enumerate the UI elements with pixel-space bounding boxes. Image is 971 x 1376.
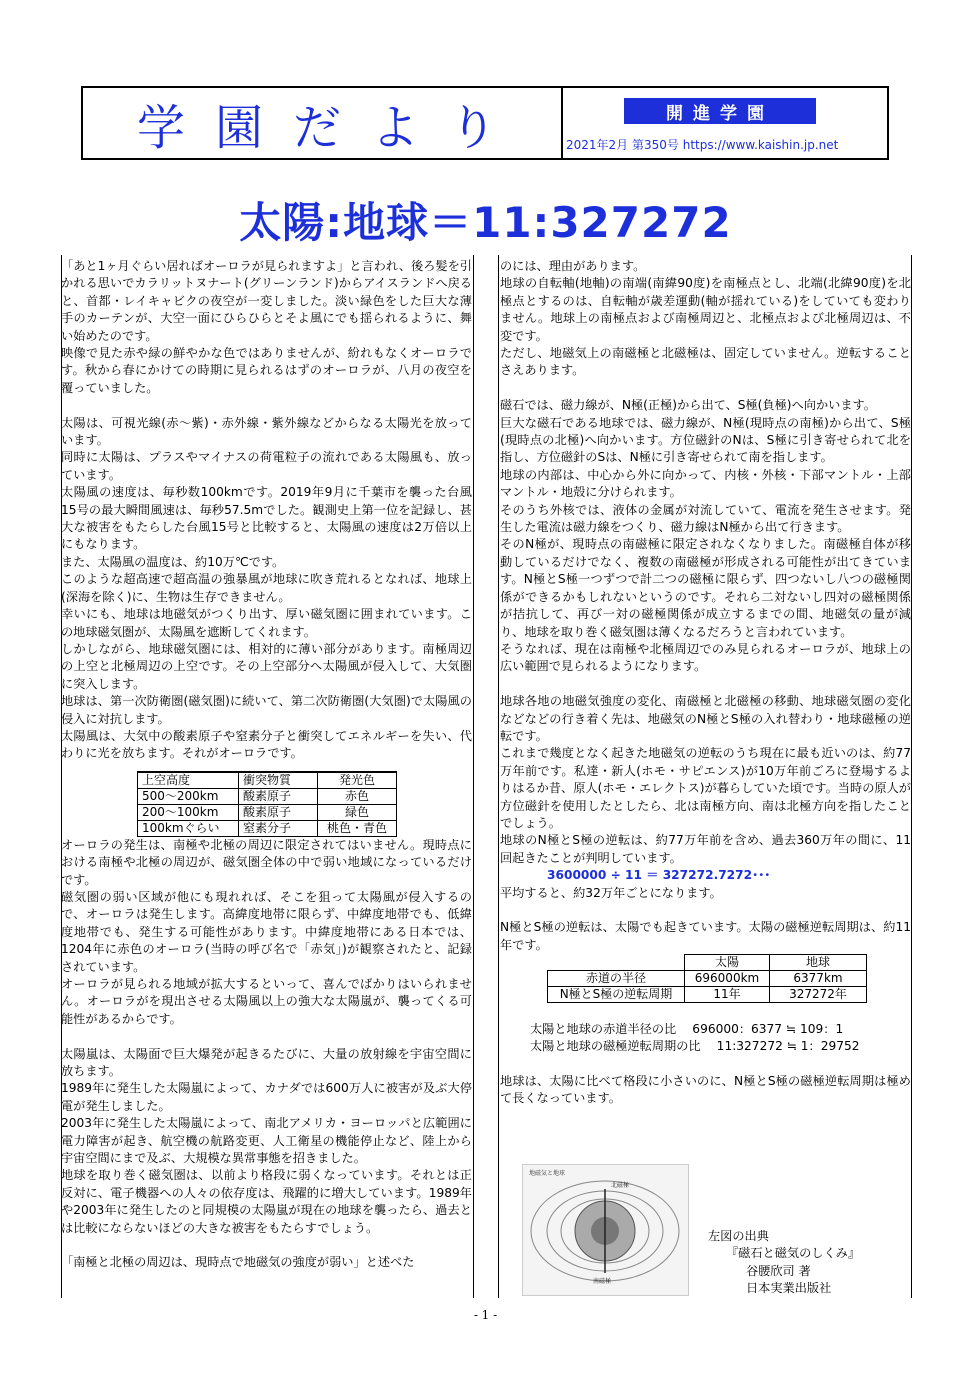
column-rule-mid-right — [498, 255, 499, 1298]
table-header: 衝突物質 — [239, 772, 318, 789]
figure-source — [708, 1228, 860, 1298]
paragraph: これまで幾度となく起きた地磁気の逆転のうち現在に最も近いのは、約77万年前です。私達・新人(ホモ・サピエンス)が10万年前ごろに登場するよりはるか昔、原人(ホモ・エレクトス)が暮らしていた頃です。当時の原人が方位磁針を使用したとしたら、北は南極方向、南は北極方向を指したことでしょう。 — [500, 746, 911, 830]
paragraph: オーロラの発生は、南極や北極の周辺に限定されてはいません。現時点における南極や北極の周辺が、磁気圏全体の中で弱い地域になっているだけです。 — [61, 837, 472, 887]
paragraph: 映像で見た赤や緑の鮮やかな色ではありませんが、紛れもなくオーロラです。秋から春にかけての時期に見られるはずのオーロラが、八月の夜空を覆っていました。 — [61, 346, 472, 395]
north-pole-label: 北磁極 — [611, 1182, 630, 1189]
table-cell: 327272年 — [770, 987, 867, 1003]
table-row — [548, 971, 867, 987]
column-rule-right — [911, 255, 912, 1298]
column-rule-mid-left — [473, 255, 474, 1298]
paragraph: 平均すると、約32万年ごとになります。 — [500, 885, 722, 900]
paragraph: 太陽嵐は、太陽面で巨大爆発が起きるたびに、大量の放射線を宇宙空間に放ちます。 — [61, 1046, 472, 1079]
source-book: 『磁石と磁気のしくみ』 — [726, 1246, 861, 1261]
ratio-period: 太陽と地球の磁極逆転周期の比 11:327272 ≒ 1：29752 — [530, 1039, 860, 1053]
source-line: 左図の出典 — [708, 1229, 769, 1243]
geomagnetism-figure — [522, 1164, 689, 1296]
paragraph: 地球は、第一次防衛圏(磁気圏)に続いて、第二次防衛圏(大気圏)で太陽風の侵入に対抗します。 — [61, 694, 472, 726]
paragraph: オーロラが見られる地域が拡大するといって、喜んでばかりはいられません。オーロラがを現出させる太陽風以上の強大な太陽嵐が、襲ってくる可能性があるからです。 — [61, 977, 472, 1026]
paragraph: また、太陽風の温度は、約10万℃です。 — [61, 554, 285, 569]
paragraph: そうなれば、現在は南極や北極周辺でのみ見られるオーロラが、地球上の広い範囲で見られるようになります。 — [500, 641, 911, 674]
school-name: 開進学園 — [624, 98, 816, 124]
ratio-radius: 太陽と地球の赤道半径の比 696000：6377 ≒ 109：1 — [530, 1021, 844, 1036]
table-cell: 赤色 — [318, 788, 397, 804]
masthead-divider — [561, 86, 563, 160]
headline: 太陽:地球＝11:327272 — [239, 198, 732, 247]
paragraph: そのN極が、現時点の南磁極に限定されなくなりました。南磁極自体が移動しているだけでなく、複数の南磁極が形成される可能性が出てきています。N極とS極一つずつで計二つの磁極に限らず、四つないし八つの磁極関係ができるかもしれないというのです。それら二対ないし四対の磁極関係が拮抗して、再び一対の磁極関係が成立するまでの間、地磁気の量が減り、地球を取り巻く磁気圏は薄くなるだろうと言われています。 — [500, 537, 911, 639]
paragraph: 地球各地の地磁気強度の変化、南磁極と北磁極の移動、地球磁気圏の変化などなどの行き着く先は、地磁気のN極とS極の入れ替わり・地球磁極の逆転です。 — [500, 694, 911, 743]
paragraph: 地球は、太陽に比べて格段に小さいのに、N極とS極の磁極逆転周期は極めて長くなっています。 — [500, 1073, 911, 1106]
paragraph: そのうち外核では、液体の金属が対流していて、電流を発生させます。発生した電流は磁力線をつくり、磁力線はN極から出て行きます。 — [500, 502, 911, 535]
paragraph: 1989年に発生した太陽嵐によって、カナダでは600万人に被害が及ぶ大停電が発生しました。 — [61, 1081, 472, 1113]
paragraph: 「あと1ヶ月ぐらい居ればオーロラが見られますよ」と言われ、後ろ髪を引かれる思いでカラリットヌナート(グリーンランド)からアイスランドへ戻ると、首都・レイキャビクの夜空が一変しました。淡い緑色をした巨大な薄手のカーテンが、大空一面にひらひらとそよ風にでも揺られるように、舞い始めたのです。 — [61, 259, 472, 343]
table-cell: 酸素原子 — [239, 804, 318, 820]
table-header-row — [548, 955, 867, 971]
paragraph: 幸いにも、地球は地磁気がつくり出す、厚い磁気圏に囲まれています。この地球磁気圏が、太陽風を遮断してくれます。 — [61, 607, 472, 639]
paragraph: 地球のN極とS極の逆転は、約77万年前を含め、過去360万年の間に、11回起きたことが判明しています。 — [500, 833, 911, 865]
table-cell: 緑色 — [318, 804, 397, 820]
table-cell: 桃色・青色 — [318, 820, 397, 836]
paragraph: 同時に太陽は、プラスやマイナスの荷電粒子の流れである太陽風も、放っています。 — [61, 450, 472, 482]
source-author: 谷腰欣司 著 — [746, 1263, 811, 1278]
paragraph: 太陽は、可視光線(赤〜紫)・赤外線・紫外線などからなる太陽光を放っています。 — [61, 415, 472, 448]
aurora-table — [137, 771, 397, 837]
paragraph: このような超高速で超高温の強暴風が地球に吹き荒れるとなれば、地球上(深海を除く)に、生物は生存できません。 — [61, 572, 472, 604]
paragraph: 磁気圏の弱い区域が他にも現れれば、そこを狙って太陽風が侵入するので、オーロラは発生します。高緯度地帯に限らず、中緯度地帯でも、低緯度地帯でも、発生する可能性があります。中緯度地帯にある日本では、1204年に赤色のオーロラ(当時の呼び名で「赤気」)が観察されたと、記録されています。 — [61, 889, 472, 974]
table-header: 上空高度 — [138, 772, 239, 789]
paragraph: 地球の自転軸(地軸)の南端(南緯90度)を南極点とし、北端(北緯90度)を北極点とするのは、自転軸が歳差運動(軸が揺れている)をしていても変わりません。地球上の南極点および南極周辺と、北極点および北極周辺は、不変です。 — [500, 276, 911, 343]
right-column — [500, 258, 911, 1108]
paragraph: 太陽風の速度は、毎秒数100kmです。2019年9月に千葉市を襲った台風15号の最大瞬間風速は、毎秒57.5mでした。観測史上第一位を記録し、甚大な被害をもたらした台風15号と比較すると、太陽風の速度は2万倍以上にもなります。 — [61, 485, 472, 552]
paragraph: 2003年に発生した太陽嵐によって、南北アメリカ・ヨーロッパと広範囲に電力障害が起き、航空機の航路変更、人工衛星の機能停止など、陸上から宇宙空間にまで及ぶ、大規模な異常事態を招きました。 — [61, 1116, 472, 1166]
table-row — [548, 987, 867, 1003]
issue-info: 2021年2月 第350号 https://www.kaishin.jp.net — [566, 138, 839, 152]
paragraph: 太陽風は、大気中の酸素原子や窒素分子と衝突してエネルギーを失い、代わりに光を放ちます。それがオーロラです。 — [61, 728, 472, 761]
paragraph: 地球の内部は、中心から外に向かって、内核・外核・下部マントル・上部マントル・地殻に分けられます。 — [500, 467, 911, 500]
magnetic-field-diagram — [523, 1165, 688, 1295]
paragraph: 巨大な磁石である地球では、磁力線が、N極(現時点の南極)から出て、S極(現時点の北極)へ向かいます。方位磁針のNは、S極に引き寄せられて北を指し、方位磁針のSは、N極に引き寄せられて南を指します。 — [500, 415, 911, 465]
table-header: 地球 — [770, 955, 867, 971]
page-number: - 1 - — [473, 1308, 498, 1322]
paragraph: 「南極と北極の周辺は、現時点で地磁気の強度が弱い」と述べた — [61, 1255, 415, 1270]
table-cell: 500〜200km — [138, 788, 239, 804]
table-row — [138, 820, 397, 836]
south-pole-label: 南磁極 — [593, 1278, 612, 1285]
table-cell: 200〜100km — [138, 804, 239, 820]
calculation: 3600000 ÷ 11 ＝ 327272.7272･･･ — [547, 868, 771, 883]
table-cell: 696000km — [685, 971, 770, 987]
left-column — [61, 258, 472, 1272]
table-row — [138, 788, 397, 804]
table-cell: 100kmぐらい — [138, 820, 239, 836]
table-cell: 11年 — [685, 987, 770, 1003]
sun-earth-table — [547, 954, 867, 1003]
table-row — [138, 804, 397, 820]
paragraph: ただし、地磁気上の南磁極と北磁極は、固定していません。逆転することさえあります。 — [500, 346, 911, 378]
paragraph: 地球を取り巻く磁気圏は、以前より格段に弱くなっています。それとは正反対に、電子機器への人々の依存度は、飛躍的に増大しています。1989年や2003年に発生したのと同規模の太陽嵐が現在の地球を襲ったら、過去とは比較にならないほどの大きな被害をもたらすでしょう。 — [61, 1168, 472, 1235]
table-cell: N極とS極の逆転周期 — [548, 987, 685, 1003]
table-header-row — [138, 772, 397, 789]
source-publisher: 日本実業出版社 — [746, 1281, 832, 1296]
table-cell: 窒素分子 — [239, 820, 318, 836]
paragraph: のには、理由があります。 — [500, 259, 646, 273]
table-header: 発光色 — [318, 772, 397, 789]
table-header: 太陽 — [685, 955, 770, 971]
figure-title: 地磁気と地球 — [529, 1170, 566, 1177]
table-cell: 6377km — [770, 971, 867, 987]
newsletter-title: 学園だより — [136, 99, 527, 156]
paragraph: N極とS極の逆転は、太陽でも起きています。太陽の磁極逆転周期は、約11年です。 — [500, 920, 911, 952]
table-cell: 赤道の半径 — [548, 971, 685, 987]
paragraph: しかしながら、地球磁気圏には、相対的に薄い部分があります。南極周辺の上空と北極周辺の上空です。その上空部分へ太陽風が侵入して、大気圏に突入します。 — [61, 641, 472, 691]
paragraph: 磁石では、磁力線が、N極(正極)から出て、S極(負極)へ向かいます。 — [500, 398, 876, 413]
table-header — [548, 955, 685, 971]
table-cell: 酸素原子 — [239, 788, 318, 804]
